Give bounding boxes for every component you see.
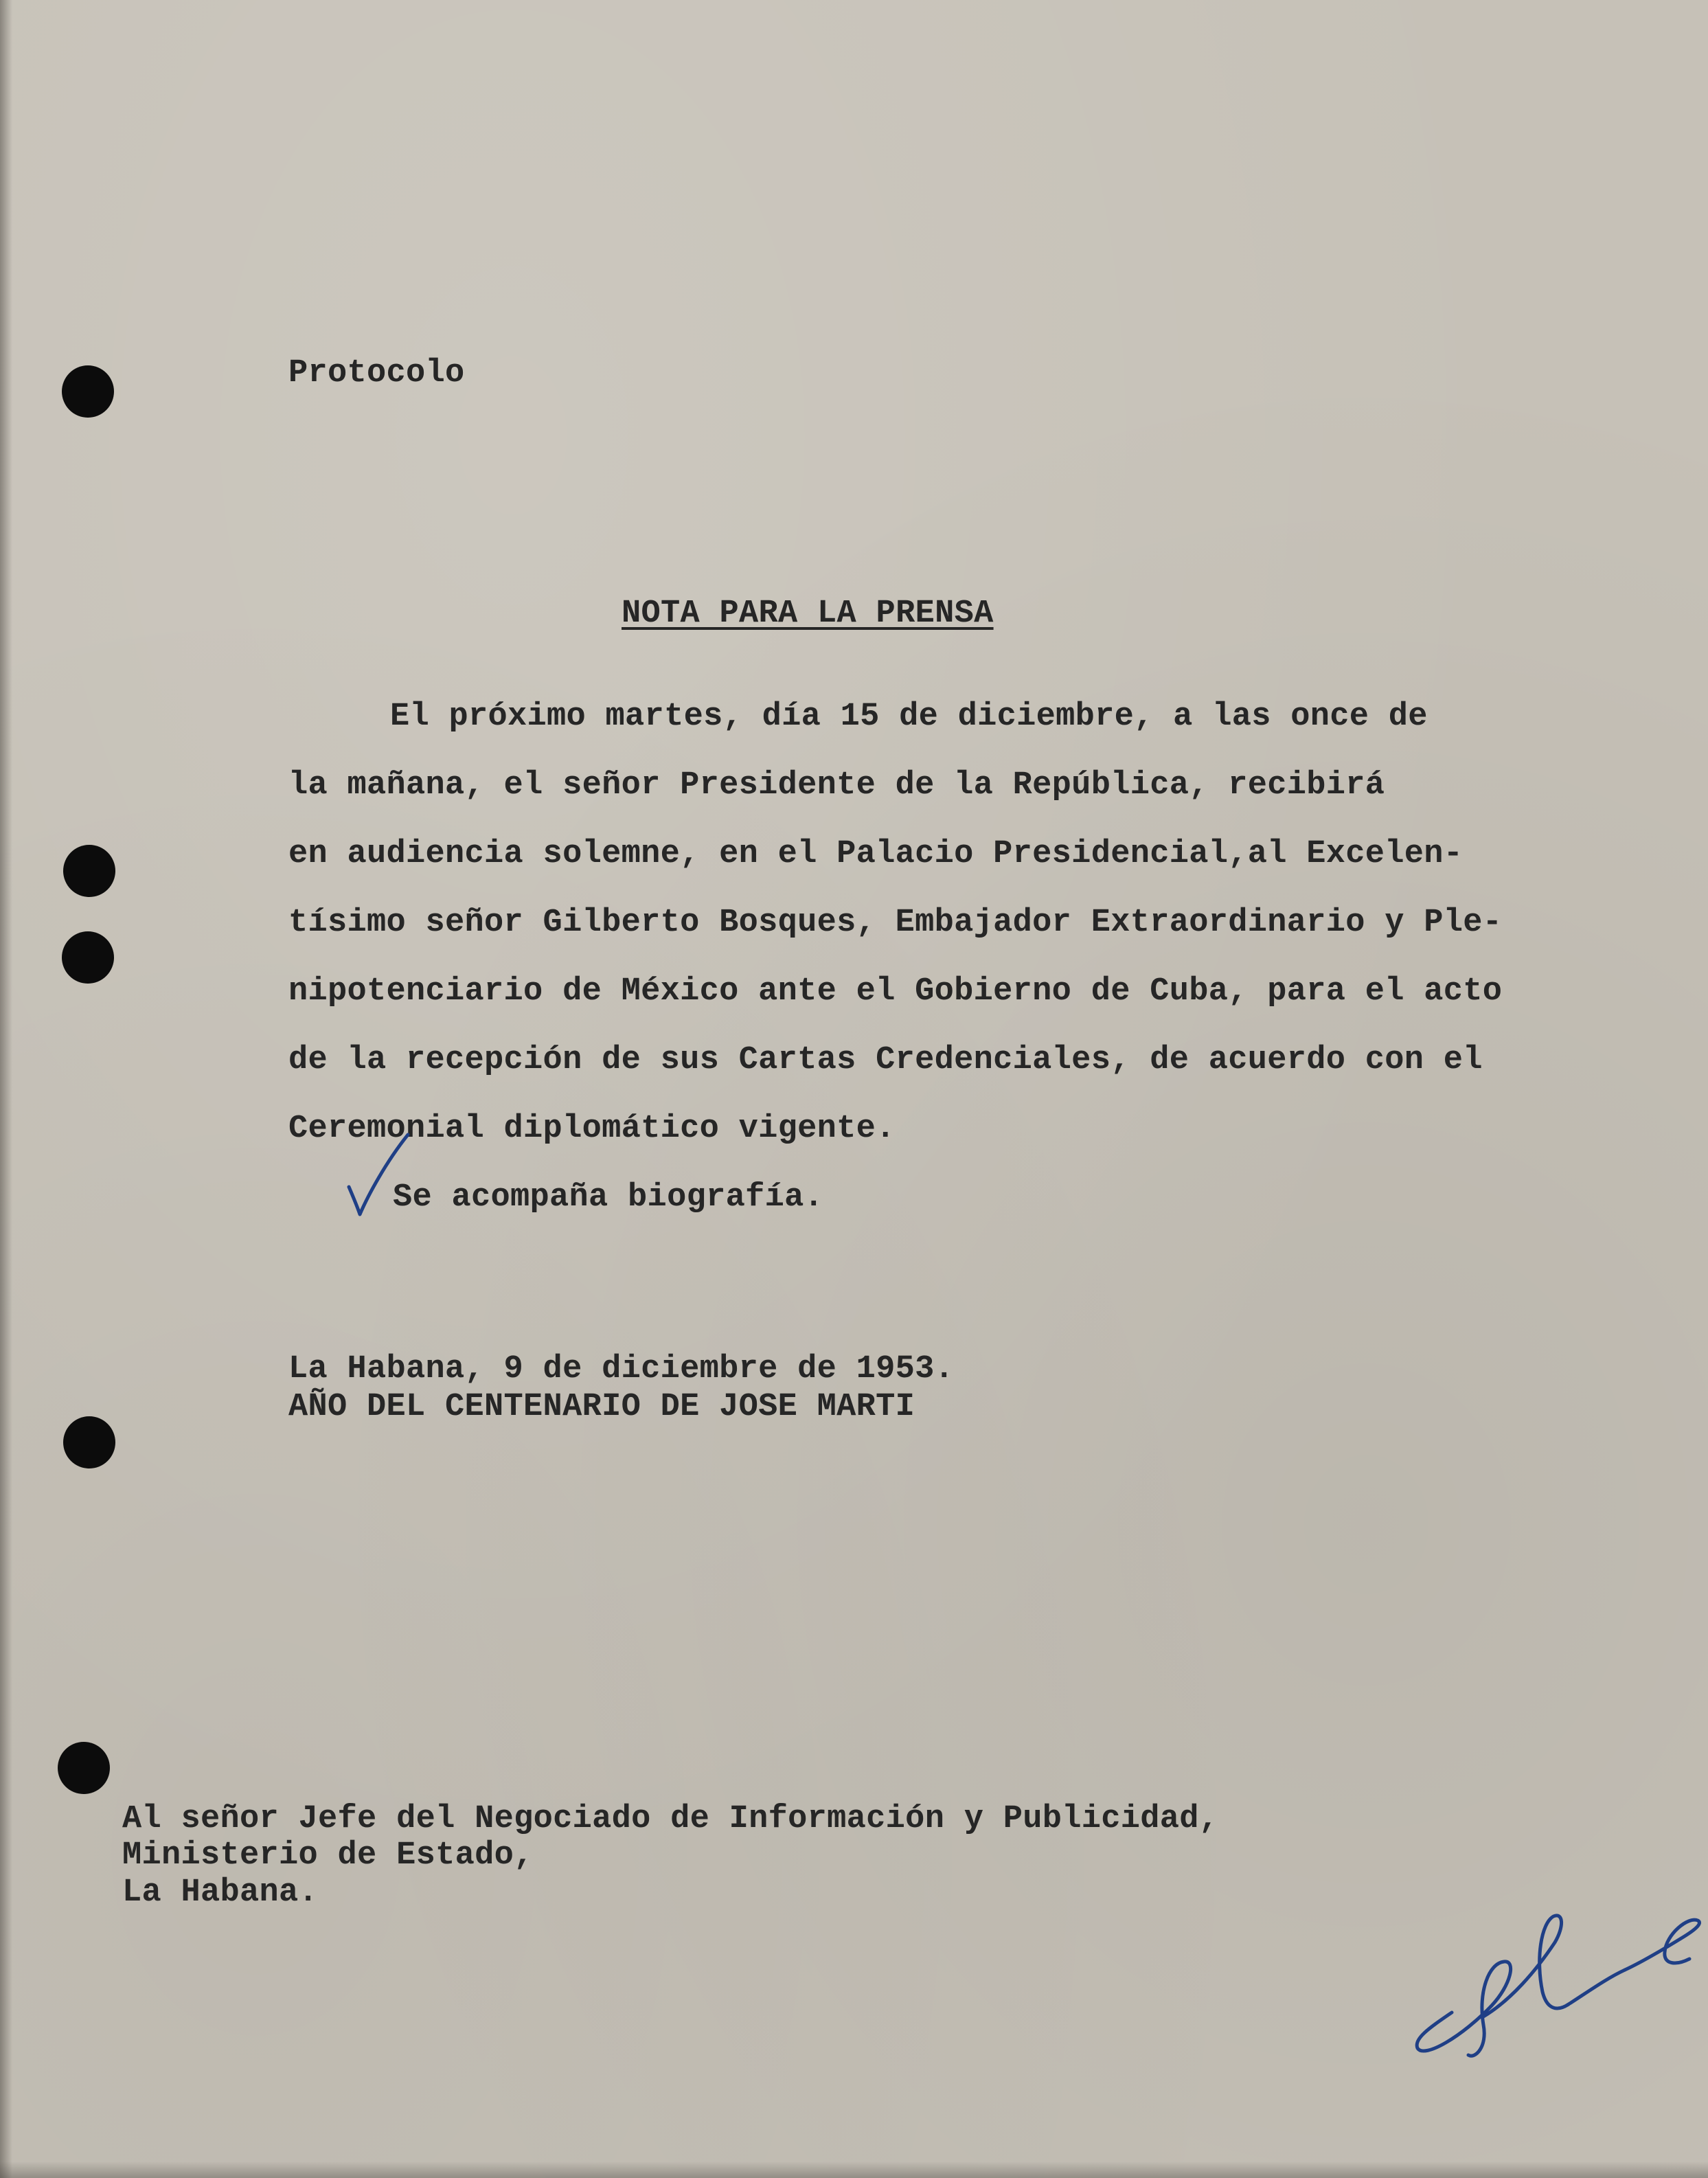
body-line: la mañana, el señor Presidente de la República, recibirá [288,767,1385,804]
addressee-line: La Habana. [122,1874,319,1911]
addressee-line: Ministerio de Estado, [122,1837,534,1874]
body-line: nipotenciario de México ante el Gobierno de Cuba, para el acto [288,973,1503,1010]
paper-bottom-edge [0,2162,1708,2178]
addressee-line: Al señor Jefe del Negociado de Información y Publicidad, [122,1801,1219,1837]
body-line: Ceremonial diplomático vigente. [288,1111,896,1147]
department-label: Protocolo [288,355,465,392]
punch-hole [58,1742,110,1794]
body-line: en audiencia solemne, en el Palacio Presidencial,al Excelen- [288,836,1464,872]
punch-hole [62,931,114,984]
date-line: La Habana, 9 de diciembre de 1953. [288,1351,955,1387]
year-motto: AÑO DEL CENTENARIO DE JOSE MARTI [288,1389,915,1425]
enclosure-note: Se acompaña biografía. [393,1179,824,1216]
body-line: de la recepción de sus Cartas Credenciales, de acuerdo con el [288,1042,1483,1078]
punch-hole [62,365,114,418]
handwritten-initials [1401,1896,1708,2067]
page-title: NOTA PARA LA PRENSA [622,595,994,632]
punch-hole [63,845,115,897]
checkmark-icon [337,1126,419,1223]
body-line: El próximo martes, día 15 de diciembre, a las once de [390,699,1428,735]
punch-hole [63,1416,115,1468]
body-line: tísimo señor Gilberto Bosques, Embajador Extraordinario y Ple- [288,905,1503,941]
paper-left-edge [0,0,12,2178]
